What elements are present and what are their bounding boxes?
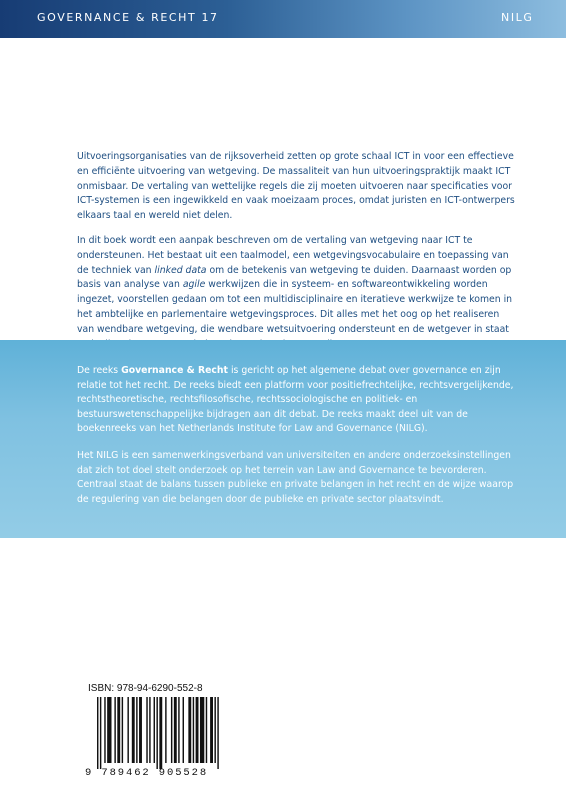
- barcode-bar: [122, 697, 123, 763]
- barcode-bar: [171, 697, 172, 763]
- barcode-bar: [174, 697, 177, 763]
- barcode-image: [89, 697, 271, 769]
- barcode-bar: [149, 697, 150, 763]
- barcode-bar: [114, 697, 115, 763]
- text-segment: De reeks: [77, 365, 122, 376]
- barcode-bar: [188, 697, 191, 763]
- barcode-bar: [104, 697, 105, 763]
- barcode-bar: [146, 697, 147, 763]
- publisher-name: NILG: [501, 11, 534, 24]
- barcode-bar: [97, 697, 98, 769]
- barcode-bar: [117, 697, 120, 763]
- series-info: [77, 364, 517, 519]
- barcode-bar: [183, 697, 184, 763]
- barcode-bar: [127, 697, 128, 763]
- barcode-bar: [200, 697, 204, 763]
- text-segment: is gericht op het algemene debat over governance en zijn relatie tot het recht. De reeks biedt een platform voor positiefrechtelijke, rechtsvergelijkende, rechtstheoretische, rechtsfilosofische, rechtssociologische en politiek- en bestuurswetenschappelijke bijdragen aan dit debat. De reeks maakt deel uit van de boekenreeks van het Netherlands Institute for Law and Governance (NILG).: [77, 365, 514, 435]
- barcode-bar: [136, 697, 137, 763]
- barcode-bar: [107, 697, 111, 763]
- emphasis-linked-data: linked data: [154, 264, 207, 276]
- barcode-bar: [139, 697, 142, 763]
- text-segment: om de betekenis van wetgeving te duiden. Daarnaast worden op basis van analyse van: [77, 264, 512, 291]
- barcode-bar: [156, 697, 157, 769]
- series-title: GOVERNANCE & RECHT 17: [37, 11, 219, 24]
- isbn-label: ISBN: 978-94-6290-552-8: [88, 683, 203, 694]
- barcode-bar: [196, 697, 199, 763]
- text-segment: In dit boek wordt een aanpak beschreven om de vertaling van wetgeving naar ICT te ondersteunen. Het bestaat uit een taalmodel, een wetgevingsvocabulaire en toepassing van de techniek van: [77, 234, 509, 276]
- header-bar: [0, 0, 566, 38]
- description-paragraph: Uitvoeringsorganisaties van de rijksoverheid zetten op grote schaal ICT in voor een effectieve en efficiënte uitvoering van wetgeving. De massaliteit van hun uitvoeringspraktijk maakt ICT onmisbaar. De vertaling van wettelijke regels die zij moeten uitvoeren naar specificaties voor ICT-systemen is een ingewikkeld en vaak moeizaam proces, omdat juristen en ICT-ontwerpers elkaars taal en wereld niet delen.: [77, 151, 515, 222]
- barcode-bar: [154, 697, 155, 763]
- barcode-bar: [132, 697, 135, 763]
- emphasis-agile: agile: [182, 279, 206, 291]
- barcode-bar: [165, 697, 166, 763]
- barcode-bar: [100, 697, 101, 769]
- barcode-bar: [206, 697, 207, 763]
- description-paragraph: [77, 234, 517, 352]
- barcode-bar: [210, 697, 213, 763]
- barcode-digits: 9 789462 905528: [85, 767, 209, 779]
- barcode-bar: [217, 697, 218, 769]
- barcode-area: [85, 683, 275, 783]
- barcode-bar: [159, 697, 162, 769]
- text-segment: werkwijzen die in systeem- en softwareontwikkeling worden ingezet, voorstellen gedaan om tot een multidisciplinaire en iteratieve werkwijze te komen in het ambtelijke en parlementaire wetgevingsproces. Dit alles met het oog op het realiseren van wendbare wetgeving, die wendbare wetsuitvoering ondersteunt en de wetgever in staat: [77, 279, 513, 335]
- series-paragraph: [77, 364, 517, 437]
- series-name: Governance & Recht: [121, 365, 228, 376]
- barcode-bar: [178, 697, 179, 763]
- book-description: [77, 150, 517, 362]
- barcode-bar: [214, 697, 215, 763]
- nilg-paragraph: Het NILG is een samenwerkingsverband van universiteiten en andere onderzoeksinstellingen dat zich tot doel stelt onderzoek op het terrein van Law and Governance te bevorderen. Centraal staat de balans tussen publieke en private belangen in het recht en de wijze waarop de regulering van die belangen door de publieke en private sector plaatsvindt.: [77, 449, 514, 505]
- barcode-bar: [193, 697, 194, 763]
